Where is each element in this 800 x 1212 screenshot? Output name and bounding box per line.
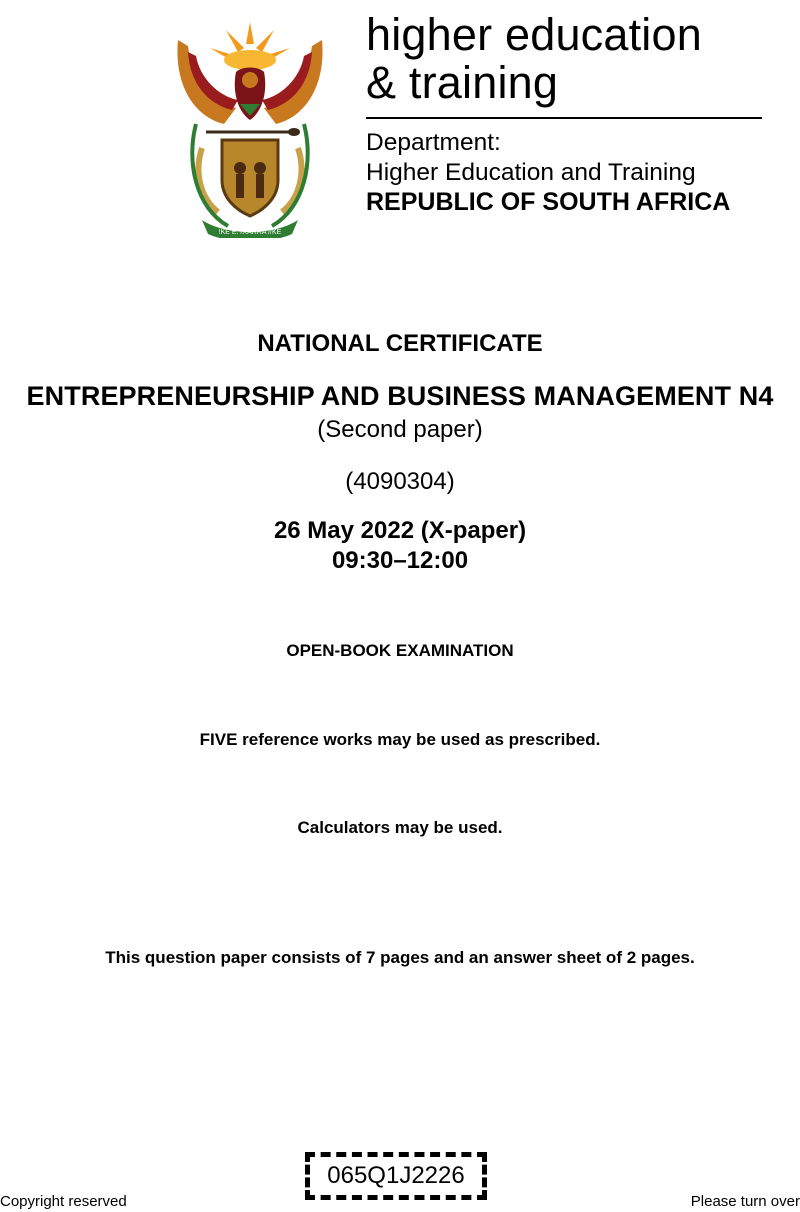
exam-date: 26 May 2022 (X-paper) <box>273 517 527 544</box>
copyright-note: Copyright reserved <box>0 1193 127 1210</box>
brand-title-line1: higher education <box>366 9 702 60</box>
coat-of-arms-logo <box>166 12 334 238</box>
brand-title-line2: & training <box>366 57 559 108</box>
subject-title: ENTREPRENEURSHIP AND BUSINESS MANAGEMENT N4 <box>26 381 774 411</box>
paper-code-box <box>305 1152 487 1200</box>
exam-type: OPEN-BOOK EXAMINATION <box>286 641 514 660</box>
crest-motto: !KE E: /XARRA //KE <box>218 229 282 236</box>
subject-code: (4090304) <box>345 468 455 495</box>
paper-code: 065Q1J2226 <box>327 1162 465 1189</box>
exam-time: 09:30–12:00 <box>331 547 469 574</box>
shield-icon <box>222 140 278 216</box>
country-name: REPUBLIC OF SOUTH AFRICA <box>366 188 731 216</box>
reference-works-note: FIVE reference works may be used as prescribed. <box>199 730 601 749</box>
turn-over-note: Please turn over <box>690 1193 800 1210</box>
department-label: Department: <box>366 129 501 156</box>
certificate-title: NATIONAL CERTIFICATE <box>257 330 543 357</box>
paper-number: (Second paper) <box>317 416 483 443</box>
brand-divider <box>366 117 762 119</box>
page-count-note: This question paper consists of 7 pages and an answer sheet of 2 pages. <box>105 948 695 967</box>
sun-icon <box>210 22 290 70</box>
calculators-note: Calculators may be used. <box>297 818 503 837</box>
department-name: Higher Education and Training <box>366 159 696 186</box>
